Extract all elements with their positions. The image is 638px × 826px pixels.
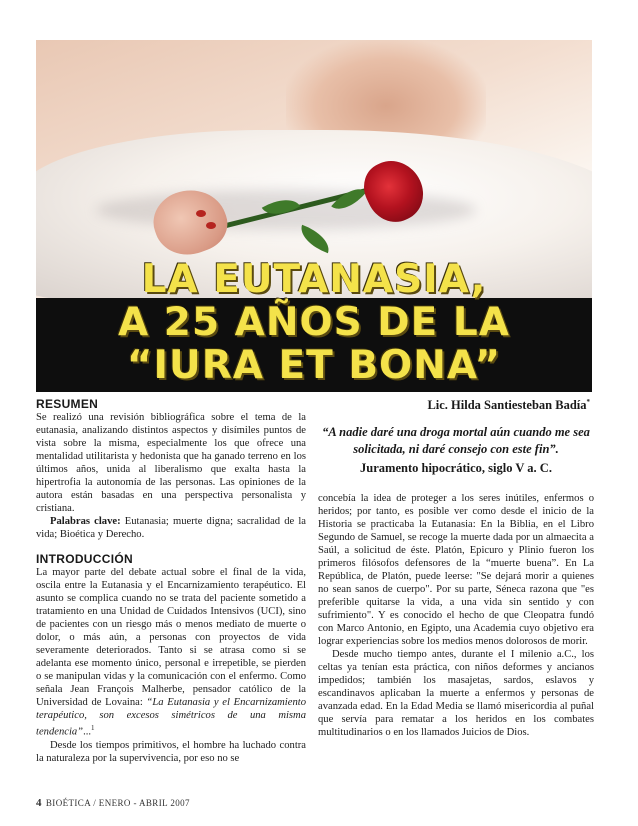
intro-paragraph (36, 566, 306, 739)
author-footnote-mark: * (586, 398, 590, 406)
history-paragraph: concebía la idea de proteger a los seres inútiles, enfermos o heridos; por tanto, es posible ver como desde el inicio de la Historia se practicaba la Eutanasia: En la Biblia, en el Libro Segundo de Samuel, se recoge la muerte dada por un almaecita a Saúl, a solicitud de éste. Platón, Epicuro y Plinio fueron los primeros filósofos defensores de la “muerte buena”. En La República, de Platón, puede leerse: "Se dejará morir a quienes no sean sanos de cuerpo". Por su parte, Séneca razona que "es preferible quitarse la vida, a una vida sin sentido y con sufrimiento". Y es conocido el hecho de que Cleopatra fundó con Marco Antonio, en Egipto, una Academia cuyo objetivo era lograr experiencias sobre los medios menos dolorosos de morir. (318, 493, 594, 647)
epigraph-quote: “A nadie daré una droga mortal aún cuando me sea solicitada, ni daré consejo con este fin”. (322, 425, 590, 456)
keywords-list: Eutanasia; muerte digna; sacralidad de la vida; Bioética y Derecho. (36, 516, 306, 540)
article-title (36, 258, 592, 387)
title-line: “IURA ET BONA” (126, 343, 502, 388)
intro-paragraph-2: Desde los tiempos primitivos, el hombre ha luchado contra la naturaleza por la supervivencia, por eso no se (36, 739, 306, 764)
fingernail (206, 222, 216, 229)
introduccion-heading: INTRODUCCIÓN (36, 552, 133, 566)
title-line: LA EUTANASIA, (141, 257, 487, 302)
resumen-heading: RESUMEN (36, 397, 99, 411)
page-number: 4 (36, 797, 42, 809)
page-footer (36, 797, 190, 809)
left-column (36, 398, 306, 765)
intro-ellipsis: ... (83, 726, 92, 738)
history-paragraph-2: Desde mucho tiempo antes, durante el I milenio a.C., los celtas ya tenían esta práctica, con niños deformes y ancianos impedidos; también los masajetas, sardos, eslavos y escandinavos aplicaban la muerte a enfermos y personas de avanzada edad. En la Edad Media se llamó misericordia al puñal que servía para rematar a los heridos en los combates multitudinarios o en los llamados Juicios de Dios. (318, 649, 594, 738)
epigraph-source: Juramento hipocrático, siglo V a. C. (360, 461, 552, 475)
fingernail (196, 210, 206, 217)
right-column (318, 492, 594, 739)
journal-name: BIOÉTICA / ENERO - ABRIL 2007 (45, 798, 190, 808)
author-byline (427, 398, 590, 413)
intro-text: La mayor parte del debate actual sobre el final de la vida, oscila entre la Eutanasia y el Encarnizamiento terapéutico. El asunto se complica cuando no se trata del paciente sometido a tratamiento en una Unidad de Cuidados Intensivos (UCI), sino de pacientes con un riesgo más o menos mediato de muerte o dolor, o más aún, a personas con proyectos de vida severamente deteriorados. Tanto si se atrasa como si se adelanta ese momento único, personal e irrepetible, se pierden o se manipulan vidas y la comunicación con el enfermo. Como señala Jean François Malherbe, pensador católico de la Universidad de Lovaina: (36, 567, 306, 708)
author-name: Lic. Hilda Santiesteban Badía (427, 398, 587, 413)
footnote-ref: 1 (91, 724, 95, 732)
keywords (36, 515, 306, 541)
resumen-body: Se realizó una revisión bibliográfica sobre el tema de la eutanasia, analizando distintos aspectos y disímiles puntos de vista sobre la misma, especialmente los que ofrece una mentalidad utilitarista y hedonista que ha ganado terreno en los últimos años, unida al liberalismo que exalta hasta la hipertrofia la autonomía de las personas. Las opiniones de la autora están basadas en una perspectiva personalista y cristiana. (36, 412, 306, 514)
keywords-label: Palabras clave: (50, 516, 121, 527)
hero-photo (36, 40, 592, 392)
malherbe-quote: “La Eutanasia y el Encarnizamiento terapéutico, son excesos simétricos de una misma tendencia” (36, 697, 306, 738)
title-line: A 25 AÑOS DE LA (118, 300, 510, 345)
